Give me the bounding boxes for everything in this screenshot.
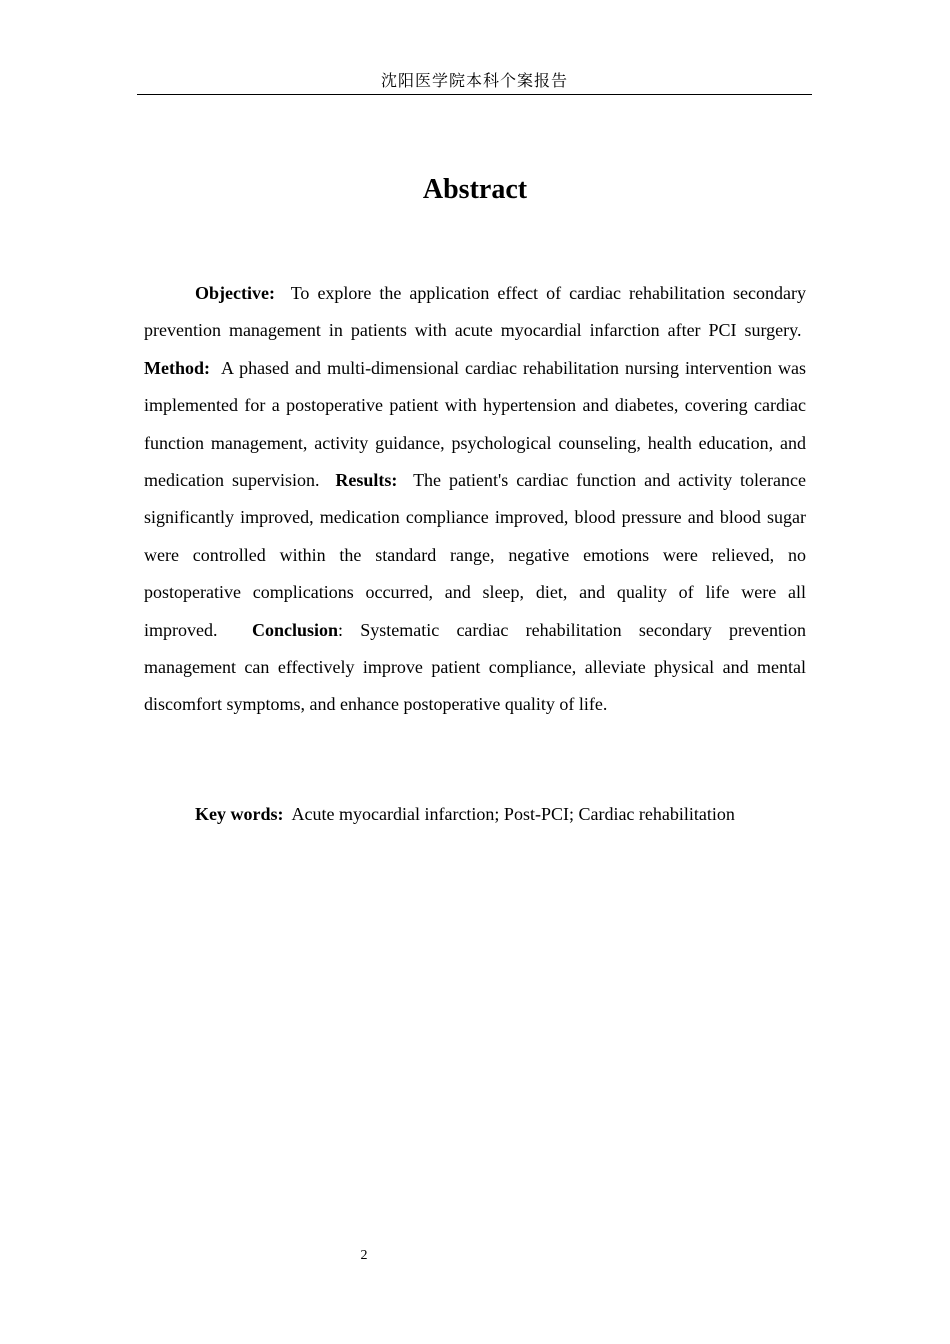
method-text: A phased and multi-dimensional cardiac rehabilitation nursing intervention was implemented for a postoperative patient with hypertension and diabetes, covering cardiac function management, activity guidance, psychological counseling, health education, and medication supervision.	[144, 357, 807, 491]
objective-label: Objective:	[195, 283, 275, 303]
method-label: Method:	[144, 357, 210, 378]
keywords-line	[144, 796, 806, 832]
abstract-paragraph	[144, 275, 806, 724]
objective-text: To explore the application effect of cardiac rehabilitation secondary prevention management in patients with acute myocardial infarction after PCI surgery.	[144, 283, 806, 341]
abstract-title: Abstract	[422, 174, 528, 205]
keywords-label: Key words:	[195, 804, 284, 824]
page-number: 2	[360, 1248, 368, 1263]
conclusion-text: : Systematic cardiac rehabilitation secondary prevention management can effectively improve patient compliance, alleviate physical and mental discomfort symptoms, and enhance postoperative quality of life.	[144, 619, 806, 715]
header-text: 沈阳医学院本科个案报告	[380, 71, 568, 90]
page-header	[137, 70, 812, 95]
keywords-text: Acute myocardial infarction; Post-PCI; Cardiac rehabilitation	[291, 804, 735, 824]
conclusion-label: Conclusion	[251, 619, 338, 640]
results-label: Results:	[335, 470, 398, 491]
results-text: The patient's cardiac function and activity tolerance significantly improved, medication compliance improved, blood pressure and blood sugar were controlled within the standard range, negative emotions were relieved, no postoperative complications occurred, and sleep, diet, and quality of life were all improved.	[144, 470, 807, 640]
